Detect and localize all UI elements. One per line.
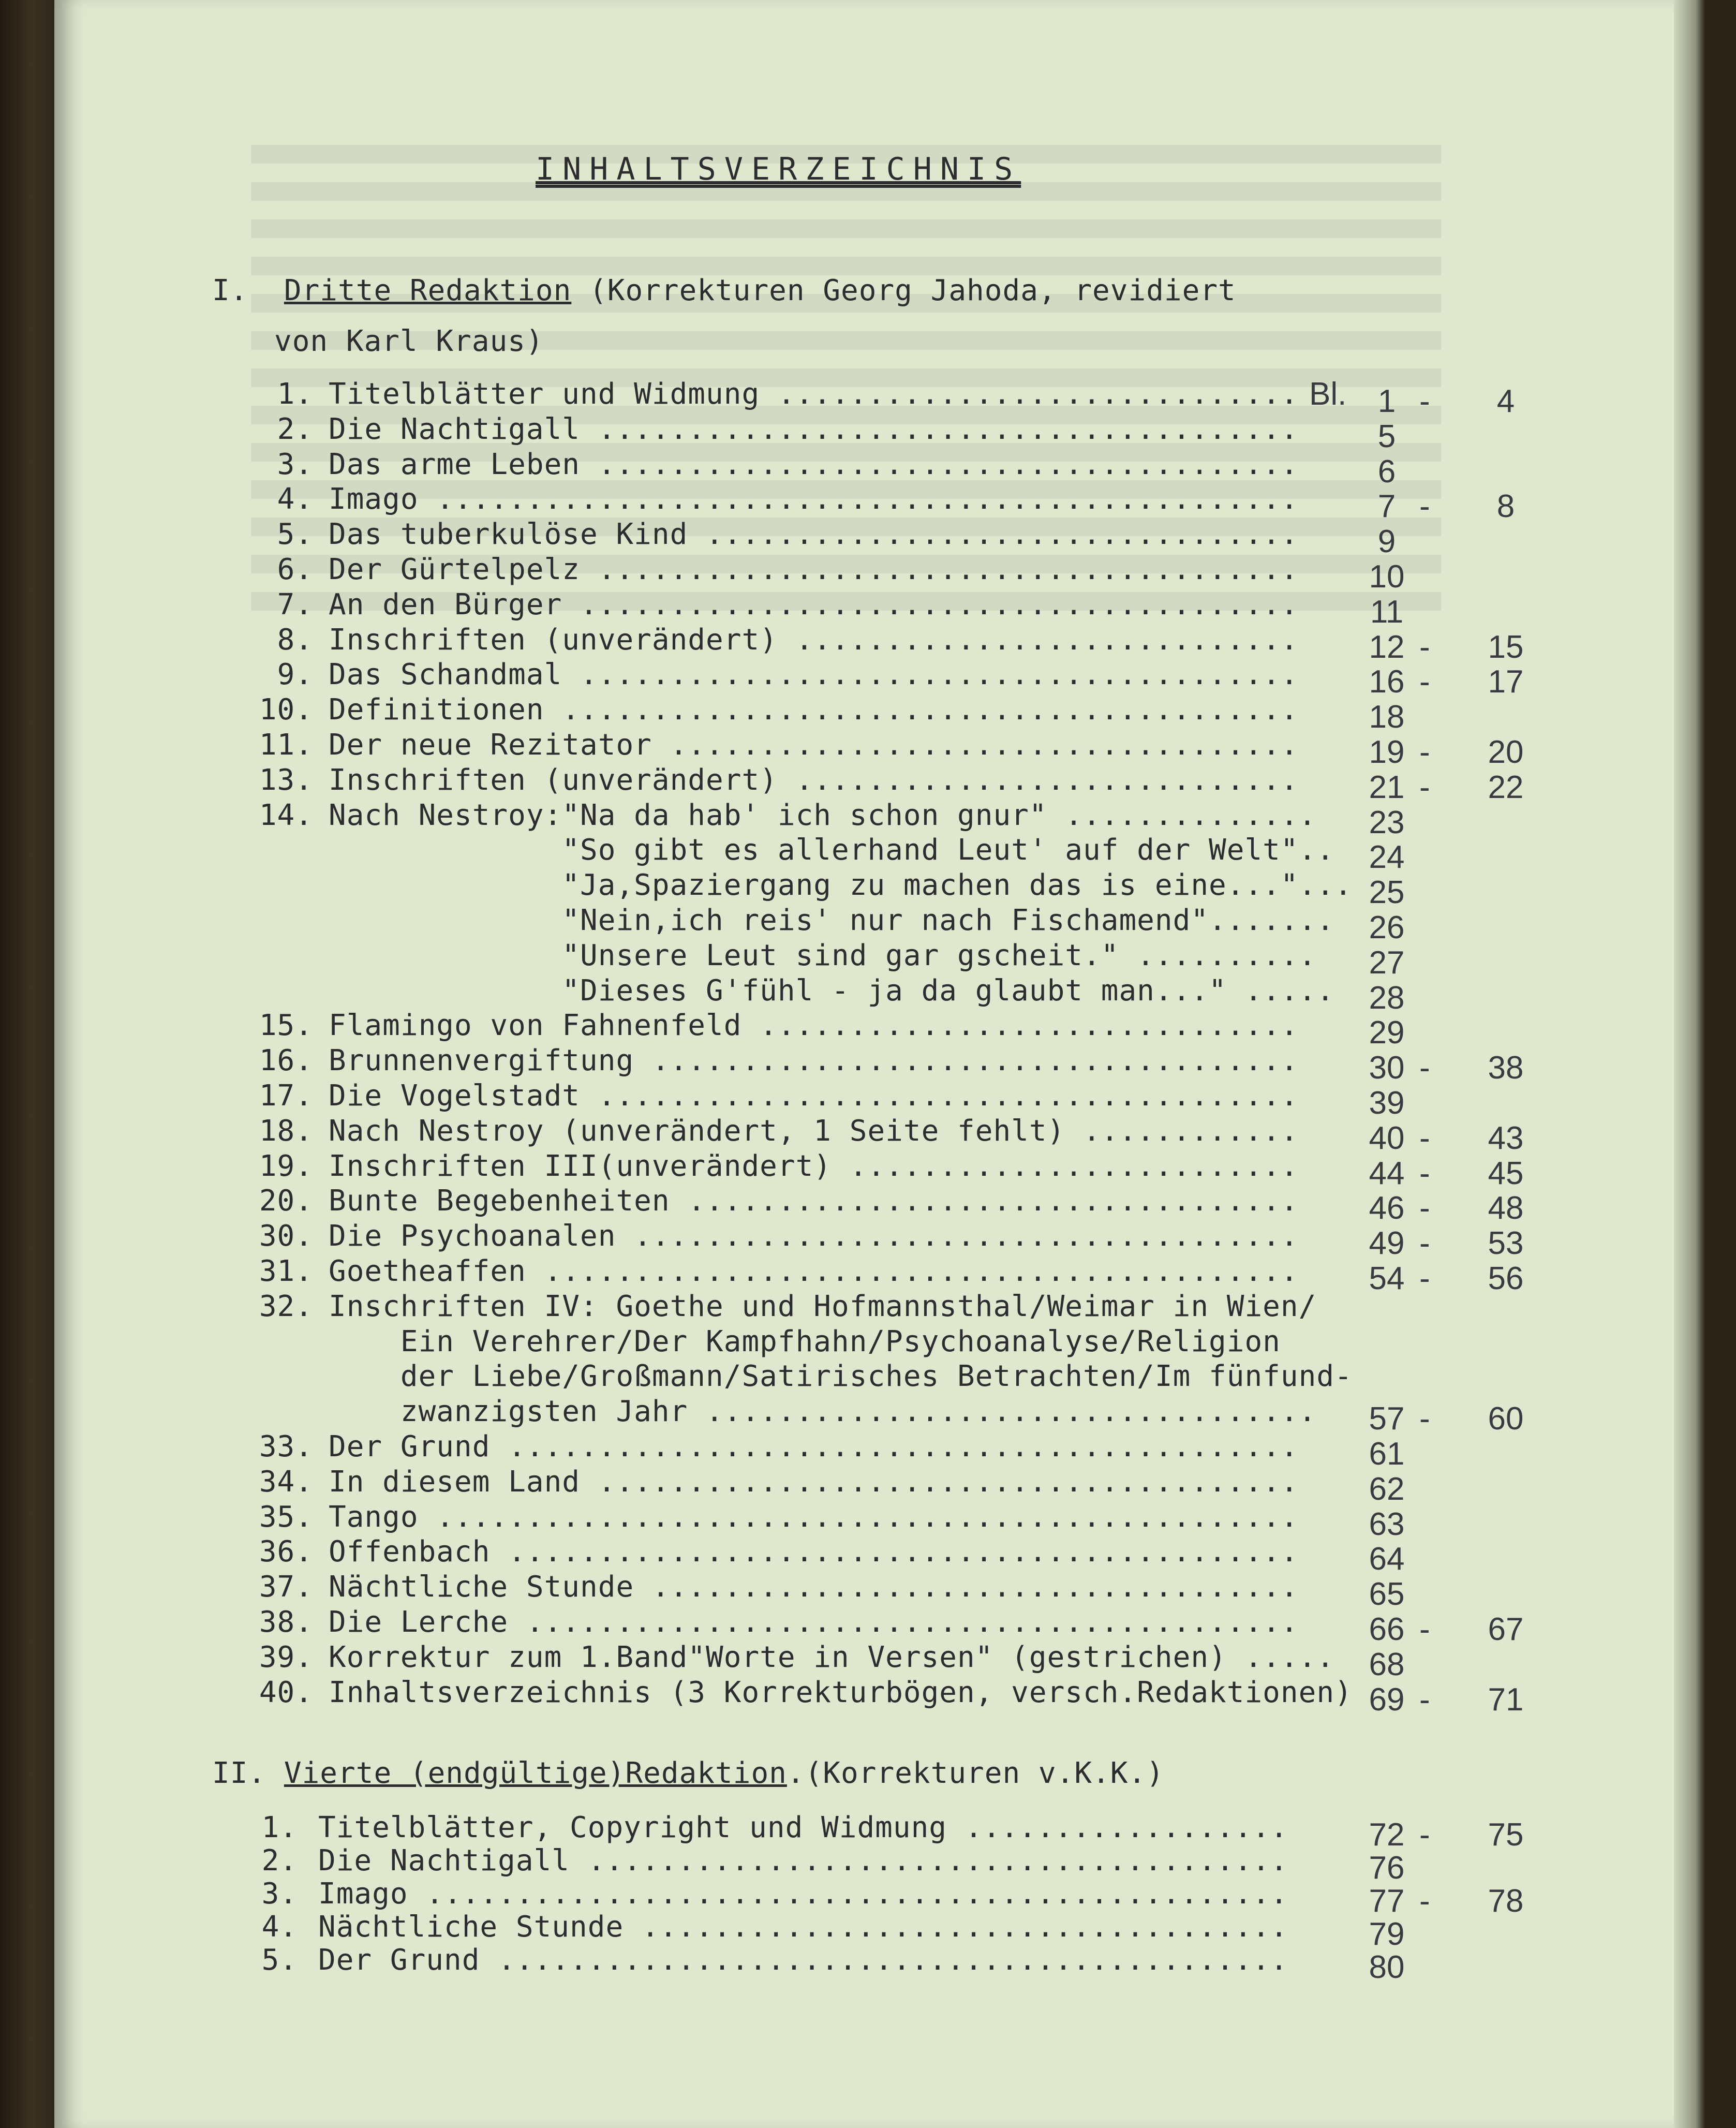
entry-title: Der Grund ............................................ [318,1943,1288,1977]
sheet-from: 57 [1369,1401,1405,1437]
entry-title: Ein Verehrer/Der Kampfhahn/Psychoanalyse/Religion [329,1324,1281,1358]
range-dash: - [1419,1817,1430,1853]
sheet-to: 75 [1488,1817,1524,1853]
entry-title: Tango ................................................ [329,1500,1299,1534]
sheet-from: 62 [1369,1471,1405,1507]
entry-title: Inschriften IV: Goethe und Hofmannsthal/Weimar in Wien/ [329,1289,1317,1323]
range-dash: - [1419,1401,1430,1437]
entry-title: An den Bürger ........................................ [329,587,1299,622]
sheet-from: 12 [1369,629,1405,665]
sheet-to: 43 [1488,1120,1524,1156]
range-dash: - [1419,1261,1430,1296]
entry-number: 40. [259,1675,313,1709]
entry-number: 7. [277,587,313,622]
entry-number: 5. [261,1943,298,1977]
range-dash: - [1419,629,1430,665]
section-1-number: I. [212,274,248,307]
entry-title: Goetheaffen .......................................... [329,1254,1299,1288]
sheet-from: 25 [1369,875,1405,911]
section-2-subtitle: .(Korrekturen v.K.K.) [787,1756,1164,1790]
entry-title: Der Grund ............................................ [329,1430,1299,1464]
entry-title: Brunnenvergiftung .................................... [329,1044,1299,1078]
entry-title: Der Gürtelpelz ....................................... [329,553,1299,586]
sheet-from: 63 [1369,1506,1405,1542]
page-edge [1674,0,1705,2128]
section-2-heading [212,1757,1164,1790]
sheet-from: 68 [1369,1646,1405,1682]
range-dash: - [1419,769,1430,805]
sheet-from: 27 [1369,944,1405,981]
range-dash: - [1419,1155,1430,1191]
entry-title: Korrektur zum 1.Band"Worte in Versen" (gestrichen) ..... [329,1640,1335,1674]
entry-number: 9. [277,658,313,692]
sheet-to: 20 [1488,734,1524,770]
entry-number: 13. [259,763,313,797]
entry-number: 19. [259,1149,313,1183]
sheet-from: 24 [1369,839,1405,876]
entry-number: 39. [259,1640,313,1674]
entry-number: 5. [277,518,313,552]
range-dash: - [1419,1120,1430,1156]
sheet-from: 66 [1369,1612,1405,1647]
sheet-to: 71 [1488,1681,1524,1718]
range-dash: - [1419,489,1430,525]
entry-number: 4. [277,482,313,516]
sheet-from: 18 [1369,699,1405,735]
entry-title: zwanzigsten Jahr .................................. [329,1395,1317,1429]
sheet-from: 21 [1369,769,1405,805]
entry-title: Inschriften (unverändert) ............................ [329,623,1299,657]
section-2-number: II. [212,1756,266,1790]
entry-number: 3. [277,447,313,481]
range-dash: - [1419,1050,1430,1086]
entry-number: 8. [277,623,313,657]
sheet-from: 64 [1369,1541,1405,1577]
section-1-heading [212,274,1236,307]
entry-title: Das arme Leben ....................................... [329,447,1299,481]
sheet-to: 4 [1496,383,1515,419]
section-1-heading-cont: von Karl Kraus) [274,324,544,358]
section-1-subtitle: (Korrekturen Georg Jahoda, revidiert [589,274,1236,307]
sheet-from: 6 [1377,453,1396,490]
sheet-from: 65 [1369,1576,1405,1613]
range-dash: - [1419,734,1430,770]
sheet-to: 56 [1488,1261,1524,1296]
entry-number: 3. [261,1877,298,1911]
entry-title: "Nein,ich reis' nur nach Fischamend"....... [329,904,1335,937]
sheet-abbrev: Bl. [1309,376,1347,412]
sheet-from: 80 [1369,1949,1405,1985]
entry-title: Inschriften (unverändert) ............................ [329,763,1299,797]
entry-title: Nach Nestroy (unverändert, 1 Seite fehlt) ............ [329,1114,1299,1148]
sheet-to: 67 [1488,1612,1524,1647]
entry-title: Inschriften III(unverändert) ......................... [329,1149,1299,1183]
entry-title: Titelblätter und Widmung ............................. [329,377,1299,411]
sheet-to: 15 [1488,629,1524,665]
sheet-from: 26 [1369,910,1405,945]
entry-title: Inhaltsverzeichnis (3 Korrekturbögen, versch.Redaktionen) [329,1675,1353,1709]
entry-number: 18. [259,1114,313,1148]
entry-number: 20. [259,1184,313,1218]
entry-title: Die Lerche ........................................... [329,1605,1299,1639]
entry-title: Das tuberkulöse Kind ................................. [329,518,1299,552]
entry-title: Offenbach ............................................ [329,1535,1299,1569]
entry-title: Definitionen ......................................... [329,693,1299,727]
sheet-from: 10 [1369,559,1405,595]
entry-number: 34. [259,1465,313,1499]
entry-number: 11. [259,728,313,762]
entry-number: 35. [259,1500,313,1534]
range-dash: - [1419,1681,1430,1718]
sheet-from: 5 [1377,418,1396,454]
sheet-to: 8 [1496,489,1515,525]
sheet-to: 38 [1488,1050,1524,1086]
entry-number: 37. [259,1570,313,1604]
sheet-from: 61 [1369,1436,1405,1472]
entry-number: 10. [259,693,313,727]
entry-number: 30. [259,1219,313,1253]
sheet-from: 28 [1369,980,1405,1016]
sheet-from: 39 [1369,1085,1405,1121]
sheet-from: 29 [1369,1015,1405,1051]
range-dash: - [1419,383,1430,419]
sheet-from: 54 [1369,1261,1405,1296]
range-dash: - [1419,664,1430,700]
sheet-to: 60 [1488,1401,1524,1437]
entry-title: Imago ................................................ [329,482,1299,516]
entry-number: 38. [259,1605,313,1639]
range-dash: - [1419,1883,1430,1919]
entry-title: der Liebe/Großmann/Satirisches Betrachten/Im fünfund- [329,1359,1353,1394]
entry-title: "Ja,Spaziergang zu machen das is eine..."... [329,868,1353,903]
entry-title: Nächtliche Stunde .................................... [318,1910,1288,1944]
entry-number: 31. [259,1254,313,1288]
page-title: INHALTSVERZEICHNIS [536,151,1021,187]
entry-title: Die Vogelstadt ....................................... [329,1079,1299,1113]
sheet-from: 1 [1377,383,1396,419]
entry-number: 17. [259,1079,313,1113]
sheet-from: 46 [1369,1190,1405,1226]
entry-title: Die Psychoanalen ..................................... [329,1219,1299,1253]
entry-title: Imago ................................................ [318,1877,1288,1911]
sheet-from: 30 [1369,1050,1405,1086]
entry-title: Die Nachtigall ....................................... [329,412,1299,446]
entry-title: "So gibt es allerhand Leut' auf der Welt".. [329,833,1335,867]
sheet-from: 72 [1369,1817,1405,1853]
entry-number: 36. [259,1535,313,1569]
section-2-label: Vierte (endgültige)Redaktion [284,1756,787,1790]
sheet-to: 78 [1488,1883,1524,1919]
sheet-to: 22 [1488,769,1524,805]
sheet-from: 79 [1369,1916,1405,1952]
entry-number: 15. [259,1009,313,1043]
sheet-from: 23 [1369,804,1405,840]
sheet-from: 7 [1377,489,1396,525]
sheet-from: 40 [1369,1120,1405,1156]
entry-number: 14. [259,798,313,832]
entry-number: 1. [277,377,313,411]
sheet-from: 19 [1369,734,1405,770]
entry-title: Nächtliche Stunde .................................... [329,1570,1299,1604]
entry-title: Die Nachtigall ....................................... [318,1844,1288,1878]
entry-number: 2. [277,412,313,446]
entry-title: Titelblätter, Copyright und Widmung .................. [318,1811,1288,1844]
entry-number: 6. [277,553,313,586]
sheet-to: 17 [1488,664,1524,700]
entry-title: Das Schandmal ........................................ [329,658,1299,692]
sheet-from: 16 [1369,664,1405,700]
sheet-from: 76 [1369,1850,1405,1886]
sheet-from: 69 [1369,1681,1405,1718]
sheet-to: 48 [1488,1190,1524,1226]
entry-number: 2. [261,1844,298,1878]
range-dash: - [1419,1612,1430,1647]
range-dash: - [1419,1225,1430,1262]
sheet-from: 49 [1369,1225,1405,1262]
sheet-from: 9 [1377,524,1396,560]
entry-title: In diesem Land ....................................... [329,1465,1299,1499]
sheet-to: 45 [1488,1155,1524,1191]
entry-title: "Unsere Leut sind gar gscheit." .......... [329,938,1317,972]
book-binding [0,0,57,2128]
sheet-to: 53 [1488,1225,1524,1262]
range-dash: - [1419,1190,1430,1226]
entry-number: 16. [259,1044,313,1078]
entry-title: Der neue Rezitator ................................... [329,728,1299,762]
entry-number: 33. [259,1430,313,1464]
entry-number: 32. [259,1289,313,1323]
entry-title: "Dieses G'fühl - ja da glaubt man..." ..... [329,973,1335,1008]
document-page [54,0,1705,2128]
sheet-from: 44 [1369,1155,1405,1191]
entry-number: 4. [261,1910,298,1944]
entry-title: Flamingo von Fahnenfeld .............................. [329,1009,1299,1043]
entry-title: Nach Nestroy:"Na da hab' ich schon gnur" .............. [329,798,1317,832]
entry-number: 1. [261,1811,298,1844]
sheet-from: 77 [1369,1883,1405,1919]
sheet-from: 11 [1370,594,1404,630]
section-1-label: Dritte Redaktion [284,274,572,307]
entry-title: Bunte Begebenheiten .................................. [329,1184,1299,1218]
